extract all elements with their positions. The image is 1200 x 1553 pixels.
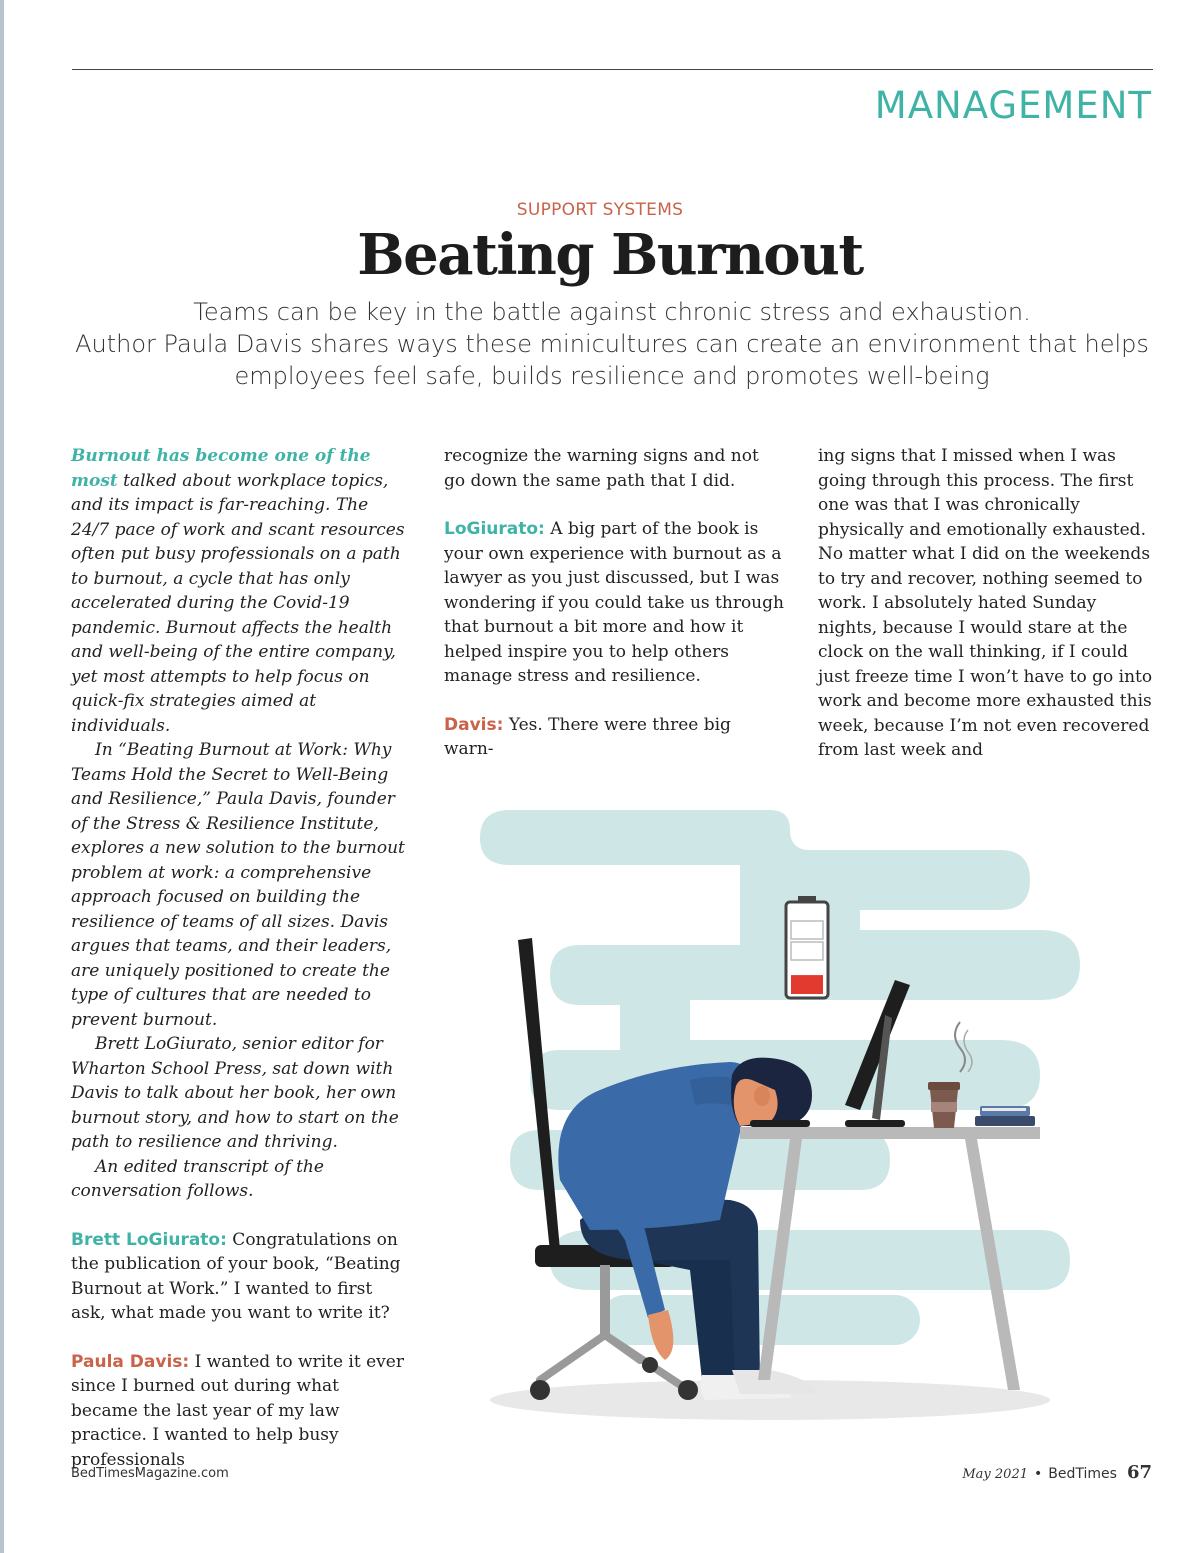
article-kicker: SUPPORT SYSTEMS [516,200,684,220]
question-1 [71,1228,406,1326]
dek-line: employees feel safe, builds resilience and promotes well-being [234,362,990,390]
intro-paragraph-4: An edited transcript of the conversation follows. [71,1156,324,1201]
intro-text: talked about workplace topics, and its impact is far-reaching. The 24/7 pace of work and scant resources often put busy professionals on a path to burnout, a cycle that has only accelerated during the Covid-19 pandemic. Burnout affects the health and well-being of the entire company, yet most attempts to help focus on quick-fix strategies aimed at individuals. [71,470,405,736]
dek-line: Author Paula Davis shares ways these minicultures can create an environment that helps [75,330,1149,358]
question-2 [444,517,784,689]
header-rule [72,69,1153,70]
text-column-3 [818,444,1158,763]
answer-text: Yes. There were three big warn- [444,714,731,759]
answer-1 [71,1350,406,1473]
speaker-logiurato: LoGiurato: [444,519,545,539]
speaker-davis: Paula Davis: [71,1351,190,1372]
books-icon [975,1106,1035,1126]
answer-1-continued: recognize the warning signs and not go down the same path that I did. [444,446,759,491]
answer-text: I wanted to write it ever since I burned out during what became the last year of my law practice. I wanted to help busy professionals [71,1351,404,1470]
answer-2 [444,713,784,762]
question-text: A big part of the book is your own experience with burnout as a lawyer as you just discussed, but I was wondering if you could take us through that burnout a bit more and how it helped inspire you to help others manage stress and resilience. [444,519,784,686]
intro-lead: Burnout has become one of the most [71,446,371,491]
burnout-illustration [440,790,1160,1430]
battery-fill [791,975,823,994]
folio-bullet: • [1034,1466,1043,1482]
answer-2-continued: ing signs that I missed when I was going through this process. The first one was that I was chronically physically and emotionally exhausted. No matter what I did on the weekends to try and recover, nothing seemed to work. I absolutely hated Sunday nights, because I would stare at the clock on the wall thinking, if I could just freeze time I won’t have to go into work and become more exhausted this week, because I’m not even recovered from last week and [818,446,1153,760]
text-column-2 [444,444,784,762]
question-text: Congratulations on the publication of your book, “Beating Burnout at Work.” I wanted to first ask, what made you want to write it? [71,1229,401,1323]
speaker-logiurato: Brett LoGiurato: [71,1229,227,1250]
footer-folio [962,1462,1152,1483]
section-label: MANAGEMENT [874,84,1152,127]
battery-icon [786,896,828,998]
intro-paragraph [71,444,406,738]
article-title: Beating Burnout [357,222,863,288]
footer-site: BedTimesMagazine.com [71,1466,229,1481]
magazine-name: BedTimes [1048,1466,1117,1482]
article-dek [72,296,1152,392]
coffee-cup-icon [928,1082,960,1128]
dek-line: Teams can be key in the battle against chronic stress and exhaustion. [193,298,1031,326]
text-column-1 [71,444,406,1472]
intro-paragraph-2: In “Beating Burnout at Work: Why Teams Hold the Secret to Well-Being and Resilience,” Paula Davis, founder of the Stress & Resilience Institute, explores a new solution to the burnout problem at work: a comprehensive approach focused on building the resilience of teams of all sizes. Davis argues that teams, and their leaders, are uniquely positioned to create the type of cultures that are needed to prevent burnout. [71,740,405,1030]
issue-date: May 2021 [962,1467,1028,1482]
intro-paragraph-3: Brett LoGiurato, senior editor for Wharton School Press, sat down with Davis to talk about her book, her own burnout story, and how to start on the path to resilience and thriving. [71,1034,399,1152]
page-number: 67 [1126,1462,1152,1483]
speaker-davis: Davis: [444,714,504,735]
